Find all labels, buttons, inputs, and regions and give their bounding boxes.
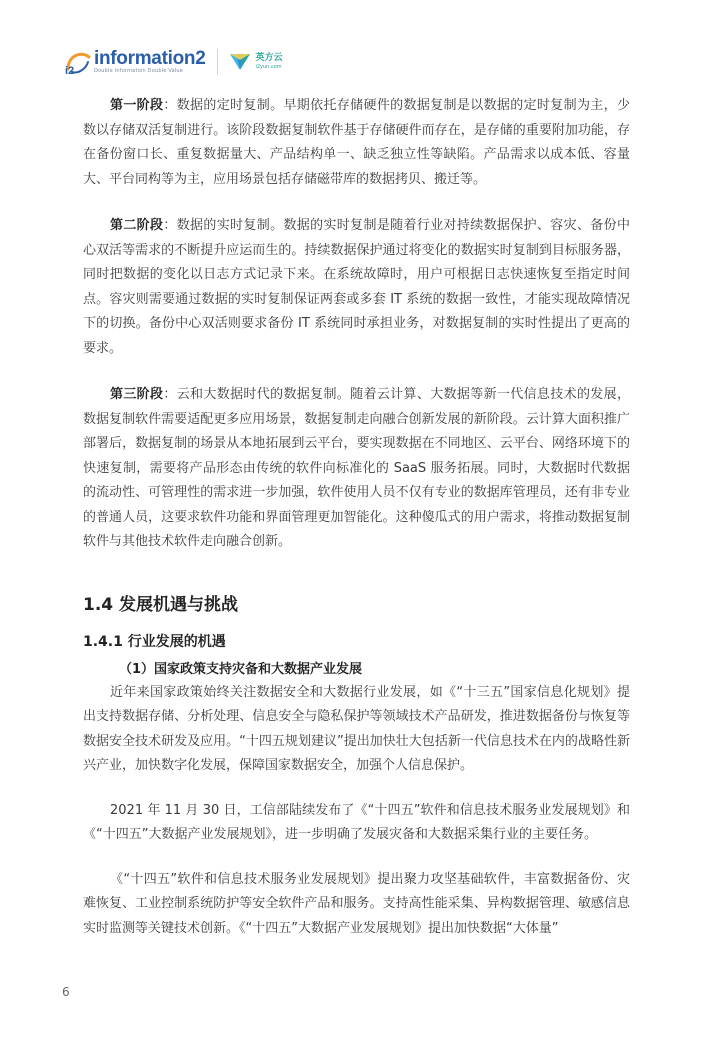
logo-tagline: Double Information Double Value: [94, 67, 184, 74]
stage2-paragraph: [83, 214, 630, 361]
stage1-paragraph: [83, 94, 630, 192]
section-heading: 1.4 发展机遇与挑战: [83, 594, 239, 615]
policy-paragraph-1: 近年来国家政策始终关注数据安全和大数据行业发展，如《“十三五”国家信息化规划》提出支持数据存储、分析处理、信息安全与隐私保护等领域技术产品研发，推进数据备份与恢复等数据安全技术研发及应用。“十四五规划建议”提出加快壮大包括新一代信息技术在内的战略性新兴产业，加快数字化发展，保障国家数据安全，加强个人信息保护。: [83, 684, 630, 773]
stage2-text: ：数据的实时复制。数据的实时复制是随着行业对持续数据保护、容灾、备份中心双活等需求的不断提升应运而生的。持续数据保护通过将变化的数据实时复制到目标服务器，同时把数据的变化以日志方式记录下来。在系统故障时，用户可根据日志快速恢复至指定时间点。容灾则需要通过数据的实时复制保证两套或多套 IT 系统的数据一致性，才能实现故障情况下的切换。备份中心双活则要求备份 IT 系统同时承担业务，对数据复制的实时性提出了更高的要求。: [83, 218, 630, 356]
svg-text:i2: i2: [65, 65, 75, 77]
stage3-text: ：云和大数据时代的数据复制。随着云计算、大数据等新一代信息技术的发展，数据复制软件需要适配更多应用场景，数据复制走向融合创新发展的新阶段。云计算大面积推广部署后，数据复制的场景从本地拓展到云平台，要实现数据在不同地区、云平台、网络环境下的快速复制，需要将产品形态由传统的软件向标准化的 SaaS 服务拓展。同时，大数据时代数据的流动性、可管理性的需求进一步加强，软件使用人员不仅有专业的数据库管理员，还有非专业的普通人员，这要求软件功能和界面管理更加智能化。这种傻瓜式的用户需求，将推动数据复制软件与其他技术软件走向融合创新。: [83, 387, 630, 549]
logo2-cn: 英方云: [255, 53, 283, 63]
policy-paragraph-3: 《“十四五”软件和信息技术服务业发展规划》提出聚力攻坚基础软件，丰富数据备份、灾难恢复、工业控制系统防护等安全软件产品和服务。支持高性能采集、异构数据管理、敏感信息实时监测等关键技术创新。《“十四五”大数据产业发展规划》提出加快数据“大体量”: [83, 871, 630, 936]
subsection-heading: 1.4.1 行业发展的机遇: [83, 633, 226, 650]
information2-logo-icon: [62, 47, 92, 77]
stage1-text: ：数据的定时复制。早期依托存储硬件的数据复制是以数据的定时复制为主，少数以存储双活复制进行。该阶段数据复制软件基于存储硬件而存在，是存储的重要附加功能，存在备份窗口长、重复数据量大、产品结构单一、缺乏独立性等缺陷。产品需求以成本低、容量大、平台同构等为主，应用场景包括存储磁带库的数据拷贝、搬迁等。: [83, 98, 630, 187]
logo-word: information: [94, 47, 196, 69]
stage3-paragraph: [83, 383, 630, 555]
item-heading: （1）国家政策支持灾备和大数据产业发展: [119, 661, 363, 677]
logo2-en: i2yun.com: [255, 64, 282, 70]
i2yun-logo-icon: [228, 50, 252, 74]
stage3-lead: 第三阶段: [110, 387, 164, 402]
i2yun-logo: [228, 50, 282, 74]
logo-number: 2: [195, 47, 206, 69]
stage2-lead: 第二阶段: [110, 218, 164, 233]
page-header: [62, 46, 283, 78]
stage1-lead: 第一阶段: [110, 98, 164, 113]
page-number: 6: [62, 985, 70, 999]
document-body: [83, 94, 630, 941]
policy-paragraph-2: 2021 年 11 月 30 日，工信部陆续发布了《“十四五”软件和信息技术服务业发展规划》和《“十四五”大数据产业发展规划》，进一步明确了发展灾备和大数据采集行业的主要任务。: [83, 802, 630, 842]
information2-logo: [94, 47, 206, 75]
header-divider: [217, 49, 218, 75]
